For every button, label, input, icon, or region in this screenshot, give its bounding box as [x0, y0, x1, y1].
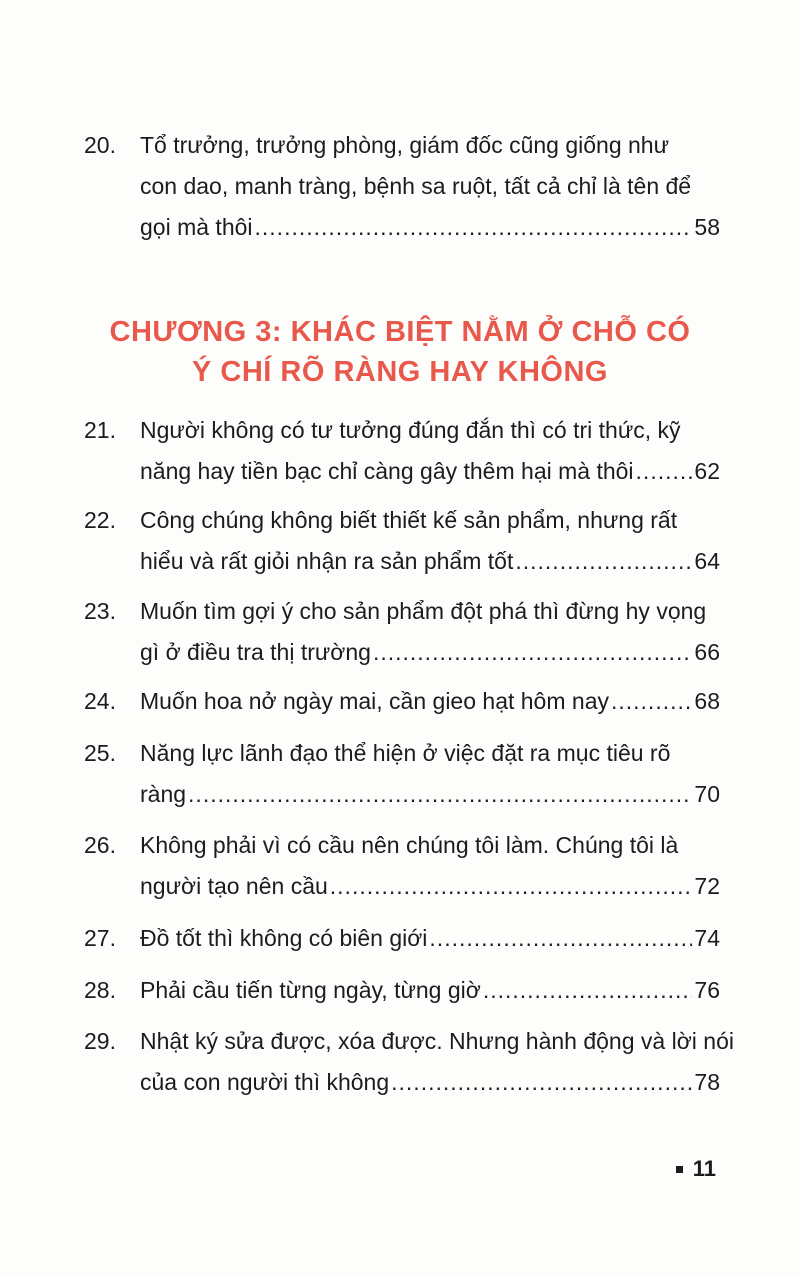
- entry-page-number: 78: [694, 1069, 720, 1095]
- chapter-title-line-1: CHƯƠNG 3: KHÁC BIỆT NẰM Ở CHỖ CÓ: [109, 316, 691, 348]
- entry-leader-line: [140, 866, 720, 907]
- entry-leader-line: [140, 681, 720, 722]
- entry-body: [140, 1021, 734, 1103]
- dot-leader: [391, 1062, 692, 1103]
- entry-line: ràng: [140, 781, 187, 807]
- entry-number: 27.: [84, 925, 116, 951]
- entry-leader-line: [140, 541, 720, 582]
- entry-line: gọi mà thôi: [140, 214, 253, 240]
- dot-leader: [373, 632, 692, 673]
- entry-page-number: 74: [694, 925, 720, 951]
- entry-line: của con người thì không: [140, 1069, 390, 1095]
- entry-body: [140, 125, 720, 248]
- entry-leader-line: [140, 632, 720, 673]
- page-number: 11: [692, 1156, 716, 1181]
- entry-line: Nhật ký sửa được, xóa được. Nhưng hành động và lời nói: [140, 1028, 734, 1054]
- entry-line: Không phải vì có cầu nên chúng tôi làm. Chúng tôi là: [140, 832, 679, 858]
- entry-number: 22.: [84, 507, 116, 533]
- entry-line: Người không có tư tưởng đúng đắn thì có tri thức, kỹ: [140, 417, 681, 443]
- dot-leader: [611, 681, 692, 722]
- entry-line: Tổ trưởng, trưởng phòng, giám đốc cũng giống như: [140, 132, 669, 158]
- entry-number: 20.: [84, 132, 116, 158]
- toc-entry: [84, 1021, 734, 1103]
- dot-leader: [636, 451, 693, 492]
- entry-leader-line: [140, 918, 720, 959]
- entry-leader-line: [140, 451, 720, 492]
- entry-number: 21.: [84, 417, 116, 443]
- entry-body: [140, 681, 720, 722]
- toc-entry: [84, 125, 720, 248]
- toc-entry: [84, 500, 720, 582]
- entry-number: 23.: [84, 598, 116, 624]
- dot-leader: [255, 207, 693, 248]
- entry-page-number: 62: [694, 458, 720, 484]
- toc-entry: [84, 591, 720, 673]
- dot-leader: [429, 918, 692, 959]
- square-bullet-icon: [676, 1166, 683, 1173]
- toc-entry: [84, 681, 720, 722]
- entry-line: con dao, manh tràng, bệnh sa ruột, tất cả chỉ là tên để: [140, 173, 692, 199]
- dot-leader: [515, 541, 692, 582]
- entry-leader-line: [140, 207, 720, 248]
- entry-page-number: 64: [694, 548, 720, 574]
- entry-number: 24.: [84, 688, 116, 714]
- entry-line: Muốn hoa nở ngày mai, cần gieo hạt hôm nay: [140, 688, 609, 714]
- entry-page-number: 72: [694, 873, 720, 899]
- entry-line: Đồ tốt thì không có biên giới: [140, 925, 428, 951]
- dot-leader: [188, 774, 692, 815]
- entry-leader-line: [140, 1062, 720, 1103]
- entry-line: Phải cầu tiến từng ngày, từng giờ: [140, 977, 481, 1003]
- page-footer: [676, 1156, 716, 1182]
- toc-entry: [84, 733, 720, 815]
- entry-body: [140, 410, 720, 492]
- toc-entry: [84, 970, 720, 1011]
- entry-number: 29.: [84, 1028, 116, 1054]
- entry-line: gì ở điều tra thị trường: [140, 639, 371, 665]
- chapter-title-line-2: Ý CHÍ RÕ RÀNG HAY KHÔNG: [192, 356, 608, 388]
- toc-entry: [84, 918, 720, 959]
- entry-number: 28.: [84, 977, 116, 1003]
- entry-page-number: 68: [694, 688, 720, 714]
- entry-page-number: 70: [694, 781, 720, 807]
- entry-body: [140, 733, 720, 815]
- entry-line: Năng lực lãnh đạo thể hiện ở việc đặt ra mục tiêu rõ: [140, 740, 671, 766]
- entry-leader-line: [140, 774, 720, 815]
- entry-body: [140, 970, 720, 1011]
- entry-number: 25.: [84, 740, 116, 766]
- entry-page-number: 58: [694, 214, 720, 240]
- toc-entry: [84, 410, 720, 492]
- dot-leader: [330, 866, 693, 907]
- entry-body: [140, 591, 720, 673]
- entry-line: người tạo nên cầu: [140, 873, 328, 899]
- entry-page-number: 66: [694, 639, 720, 665]
- entry-leader-line: [140, 970, 720, 1011]
- chapter-heading: [100, 312, 700, 392]
- entry-line: Công chúng không biết thiết kế sản phẩm, nhưng rất: [140, 507, 678, 533]
- entry-page-number: 76: [694, 977, 720, 1003]
- dot-leader: [483, 970, 693, 1011]
- entry-body: [140, 500, 720, 582]
- entry-line: năng hay tiền bạc chỉ càng gây thêm hại mà thôi: [140, 458, 634, 484]
- entry-body: [140, 825, 720, 907]
- entry-number: 26.: [84, 832, 116, 858]
- entry-body: [140, 918, 720, 959]
- entry-line: hiểu và rất giỏi nhận ra sản phẩm tốt: [140, 548, 514, 574]
- toc-entry: [84, 825, 720, 907]
- entry-line: Muốn tìm gợi ý cho sản phẩm đột phá thì đừng hy vọng: [140, 598, 707, 624]
